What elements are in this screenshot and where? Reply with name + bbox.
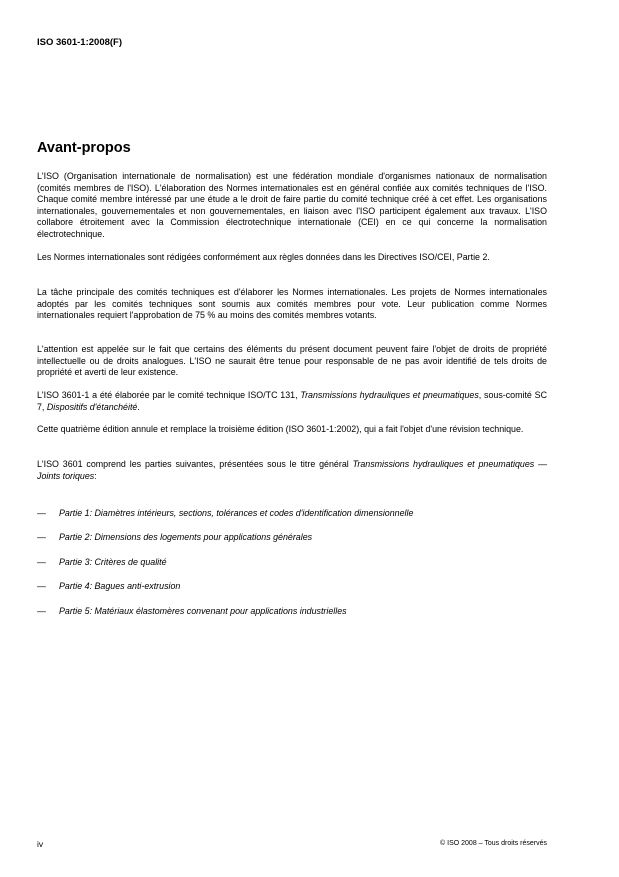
paragraph-prepared-by — [37, 390, 547, 413]
paragraph-directives: Les Normes internationales sont rédigées conformément aux règles données dans les Directives ISO/CEI, Partie 2. — [37, 252, 490, 262]
part-title: Partie 5: Matériaux élastomères convenant pour applications industrielles — [59, 606, 347, 616]
text: L'ISO 3601-1 a été élaborée par le comité technique ISO/TC 131, — [37, 390, 301, 400]
part-title: Partie 4: Bagues anti-extrusion — [59, 581, 181, 591]
part-title: Partie 1: Diamètres intérieurs, sections, tolérances et codes d'identification dimensionnelle — [59, 508, 414, 518]
document-id-header: ISO 3601-1:2008(F) — [37, 37, 123, 48]
text: . — [137, 401, 140, 412]
dash: — — [37, 508, 46, 518]
dash: — — [37, 606, 46, 616]
page-footer — [37, 839, 547, 849]
copyright-notice: © ISO 2008 – Tous droits réservés — [440, 840, 547, 847]
dash: — — [37, 532, 46, 542]
text: , sous-comité SC 7, — [37, 390, 547, 412]
dash: — — [37, 557, 46, 567]
paragraph-iso-intro: L'ISO (Organisation internationale de normalisation) est une fédération mondiale d'organismes nationaux de normalisation (comités membres de l'ISO). L'élaboration des Normes internationales est en général confiée aux comités techniques de l'ISO. Chaque comité membre intéressé par une étude a le droit de faire partie du comité technique créé à cet effet. Les organisations internationales, gouvernementales et non gouvernementales, en liaison avec l'ISO participent également aux travaux. L'ISO collabore étroitement avec la Commission électrotechnique internationale (CEI) en ce qui concerne la normalisation électrotechnique. — [37, 171, 547, 239]
subcommittee-title: Dispositifs d'étanchéité — [46, 401, 138, 412]
list-item — [37, 581, 547, 593]
dash: — — [37, 581, 46, 591]
paragraph-edition: Cette quatrième édition annule et remplace la troisième édition (ISO 3601-1:2002), qui a fait l'objet d'une révision technique. — [37, 424, 524, 434]
page-number: iv — [37, 839, 44, 849]
committee-title: Transmissions hydrauliques et pneumatiques — [300, 390, 479, 400]
text: L'ISO 3601 comprend les parties suivantes, présentées sous le titre général — [37, 459, 353, 469]
list-item — [37, 557, 547, 569]
text: : — [94, 470, 97, 481]
paragraph-parts-intro — [37, 459, 547, 482]
paragraph-patent-rights: L'attention est appelée sur le fait que certains des éléments du présent document peuvent faire l'objet de droits de propriété intellectuelle ou de droits analogues. L'ISO ne saurait être tenue pour responsable de ne pas avoir identifié de tels droits de propriété et averti de leur existence. — [37, 344, 547, 378]
paragraph-technical-committees: La tâche principale des comités techniques est d'élaborer les Normes internationales. Les projets de Normes internationales adoptés par les comités techniques sont soumis aux comités membres pour vote. Leur publication comme Normes internationales requiert l'approbation de 75 % au moins des comités membres votants. — [37, 287, 547, 321]
section-title: Avant-propos — [37, 140, 131, 156]
part-title: Partie 3: Critères de qualité — [59, 557, 167, 567]
list-item — [37, 606, 547, 618]
list-item — [37, 532, 547, 544]
series-title: Transmissions hydrauliques et pneumatiques — Joints toriques — [37, 459, 547, 481]
part-title: Partie 2: Dimensions des logements pour applications générales — [59, 532, 313, 542]
list-item — [37, 508, 547, 520]
